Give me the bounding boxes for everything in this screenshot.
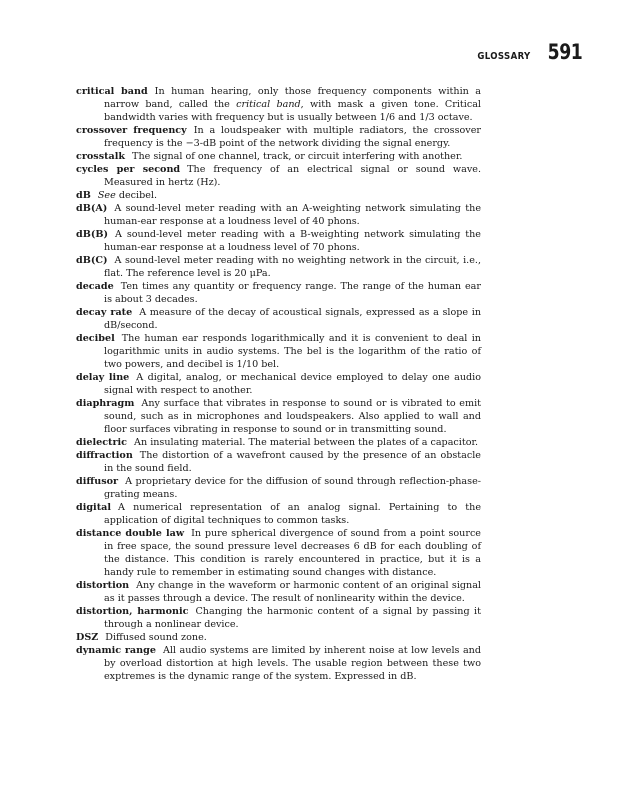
glossary-entry-diffraction bbox=[76, 449, 481, 475]
glossary-term: crossover frequency bbox=[76, 125, 187, 136]
glossary-definition: Changing the harmonic content of a signal by passing it through a nonlinear device. bbox=[104, 606, 481, 630]
glossary-term: distortion, harmonic bbox=[76, 606, 189, 617]
glossary-term: dB(B) bbox=[76, 229, 109, 240]
glossary-term: dB(A) bbox=[76, 203, 108, 214]
glossary-term: cycles per second bbox=[76, 164, 181, 175]
glossary-entry-delay-line bbox=[76, 371, 481, 397]
glossary-definition: A proprietary device for the diffusion of sound through reflection-phase-grating means. bbox=[104, 476, 481, 500]
glossary-term: diffusor bbox=[76, 476, 119, 487]
glossary-term: diaphragm bbox=[76, 398, 135, 409]
glossary-term: delay line bbox=[76, 372, 130, 383]
glossary-definition: A sound-level meter reading with an A-weighting network simulating the human-ear response at a loudness level of 40 phons. bbox=[104, 203, 481, 227]
glossary-entry-digital bbox=[76, 501, 481, 527]
glossary-definition: See decibel. bbox=[97, 190, 158, 201]
glossary-term: distance double law bbox=[76, 528, 185, 539]
glossary-list bbox=[76, 85, 481, 683]
glossary-entry-dynamic-range bbox=[76, 644, 481, 683]
glossary-definition: The signal of one channel, track, or circuit interfering with another. bbox=[132, 151, 463, 162]
running-head bbox=[477, 40, 582, 64]
glossary-definition: A sound-level meter reading with a B-weighting network simulating the human-ear response at a loudness level of 70 phons. bbox=[104, 229, 481, 253]
glossary-definition: All audio systems are limited by inherent noise at low levels and by overload distortion at high levels. The usable region between these two exptremes is the dynamic range of the system. Expressed in dB. bbox=[104, 645, 481, 682]
glossary-definition: Ten times any quantity or frequency range. The range of the human ear is about 3 decades. bbox=[104, 281, 481, 305]
glossary-entry-db-b bbox=[76, 228, 481, 254]
glossary-term: dielectric bbox=[76, 437, 128, 448]
glossary-term: dB(C) bbox=[76, 255, 108, 266]
glossary-definition: A digital, analog, or mechanical device employed to delay one audio signal with respect to another. bbox=[104, 372, 481, 396]
glossary-definition: Any change in the waveform or harmonic content of an original signal as it passes through a device. The result of nonlinearity within the device. bbox=[104, 580, 481, 604]
glossary-term: DSZ bbox=[76, 632, 99, 643]
glossary-entry-critical-band bbox=[76, 85, 481, 124]
section-name: GLOSSARY bbox=[477, 51, 531, 62]
glossary-definition: Any surface that vibrates in response to sound or is vibrated to emit sound, such as in microphones and loudspeakers. Also applied to wall and floor surfaces vibrating in response to sound or in transmitting sound. bbox=[104, 398, 481, 435]
glossary-term: dynamic range bbox=[76, 645, 156, 656]
glossary-term: critical band bbox=[76, 86, 148, 97]
glossary-definition: A numerical representation of an analog signal. Pertaining to the application of digital techniques to common tasks. bbox=[104, 502, 481, 526]
glossary-entry-decade bbox=[76, 280, 481, 306]
glossary-term: decade bbox=[76, 281, 114, 292]
glossary-definition: The human ear responds logarithmically and it is convenient to deal in logarithmic units in audio systems. The bel is the logarithm of the ratio of two powers, and decibel is 1/10 bel. bbox=[104, 333, 481, 370]
glossary-term: decibel bbox=[76, 333, 115, 344]
glossary-entry-cycles-per-second bbox=[76, 163, 481, 189]
glossary-entry-db bbox=[76, 189, 481, 202]
glossary-definition: An insulating material. The material between the plates of a capacitor. bbox=[134, 437, 479, 448]
glossary-entry-db-a bbox=[76, 202, 481, 228]
glossary-definition: A measure of the decay of acoustical signals, expressed as a slope in dB/second. bbox=[104, 307, 481, 331]
glossary-entry-crossover-frequency bbox=[76, 124, 481, 150]
glossary-entry-diaphragm bbox=[76, 397, 481, 436]
glossary-entry-distance-double-law bbox=[76, 527, 481, 579]
glossary-definition: In human hearing, only those frequency components within a narrow band, called the critical band, with mask a given tone. Critical bandwidth varies with frequency but is usually between 1/6 and 1/3 octave. bbox=[104, 86, 481, 123]
glossary-entry-distortion-harmonic bbox=[76, 605, 481, 631]
glossary-definition: The distortion of a wavefront caused by the presence of an obstacle in the sound field. bbox=[104, 450, 481, 474]
glossary-term: distortion bbox=[76, 580, 130, 591]
glossary-entry-decibel bbox=[76, 332, 481, 371]
glossary-entry-dsz bbox=[76, 631, 481, 644]
glossary-definition: In a loudspeaker with multiple radiators, the crossover frequency is the −3-dB point of the network dividing the signal energy. bbox=[104, 125, 481, 149]
glossary-entry-distortion bbox=[76, 579, 481, 605]
glossary-definition: Diffused sound zone. bbox=[105, 632, 207, 643]
glossary-term: decay rate bbox=[76, 307, 133, 318]
glossary-term: crosstalk bbox=[76, 151, 126, 162]
glossary-definition: The frequency of an electrical signal or sound wave. Measured in hertz (Hz). bbox=[104, 164, 481, 188]
glossary-term: dB bbox=[76, 190, 91, 201]
glossary-entry-crosstalk bbox=[76, 150, 481, 163]
glossary-entry-dielectric bbox=[76, 436, 481, 449]
glossary-term: digital bbox=[76, 502, 111, 513]
glossary-entry-decay-rate bbox=[76, 306, 481, 332]
glossary-definition: In pure spherical divergence of sound from a point source in free space, the sound pressure level decreases 6 dB for each doubling of the distance. This condition is rarely encountered in practice, but it is a handy rule to remember in estimating sound changes with distance. bbox=[104, 528, 481, 578]
page-number: 591 bbox=[547, 40, 582, 64]
glossary-entry-db-c bbox=[76, 254, 481, 280]
glossary-definition: A sound-level meter reading with no weighting network in the circuit, i.e., flat. The reference level is 20 μPa. bbox=[104, 255, 481, 279]
glossary-entry-diffusor bbox=[76, 475, 481, 501]
glossary-term: diffraction bbox=[76, 450, 133, 461]
